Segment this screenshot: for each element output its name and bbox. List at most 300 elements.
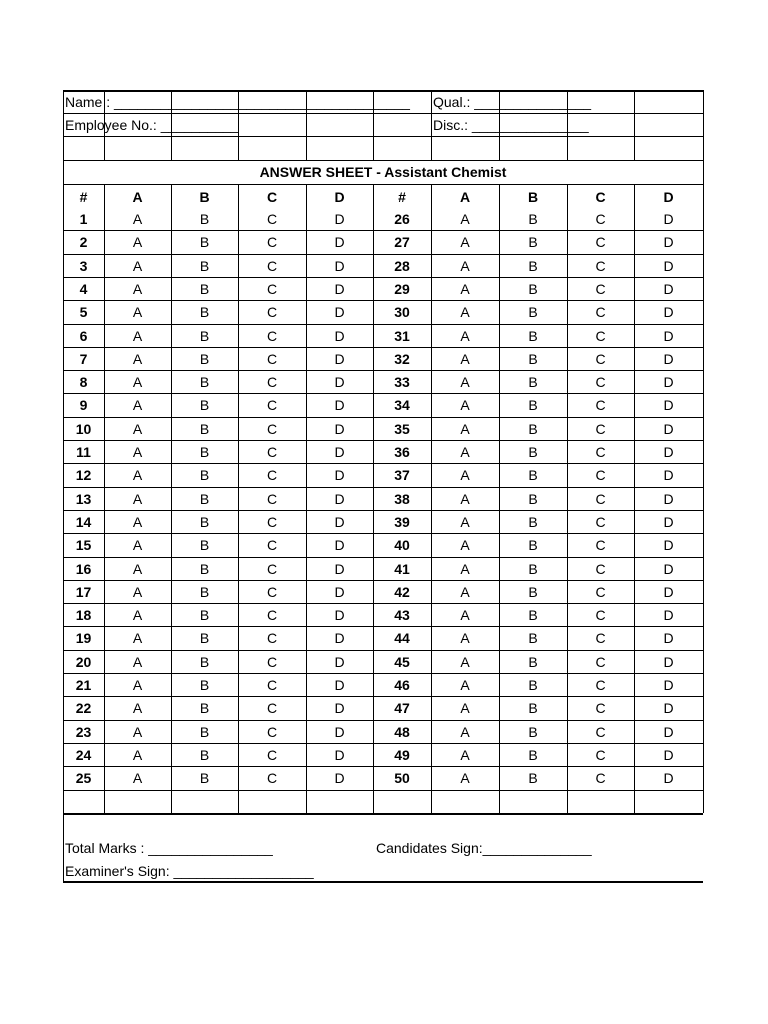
question-number: 42 (394, 583, 410, 600)
answer-option[interactable]: C (266, 746, 278, 763)
answer-option[interactable]: A (460, 304, 470, 321)
answer-option[interactable]: A (132, 374, 143, 391)
answer-option[interactable]: B (528, 234, 538, 251)
answer-option[interactable]: C (595, 513, 606, 530)
answer-option[interactable]: B (528, 327, 538, 344)
question-number: 31 (394, 327, 410, 344)
row-divider (63, 440, 703, 441)
answer-option[interactable]: D (334, 630, 345, 647)
answer-option[interactable]: A (132, 490, 143, 507)
answer-option[interactable]: A (132, 234, 143, 251)
answer-option[interactable]: B (199, 467, 210, 484)
answer-option[interactable]: D (663, 653, 674, 670)
answer-option[interactable]: A (132, 467, 143, 484)
answer-option[interactable]: D (663, 397, 674, 414)
answer-option[interactable]: C (595, 700, 606, 717)
answer-option[interactable]: A (460, 723, 470, 740)
answer-option[interactable]: C (266, 653, 278, 670)
question-number: 34 (394, 397, 410, 414)
column-header: # (79, 188, 88, 205)
answer-option[interactable]: A (132, 677, 143, 693)
answer-option[interactable]: C (266, 700, 278, 717)
answer-option[interactable]: A (460, 211, 470, 227)
answer-option[interactable]: B (199, 583, 210, 600)
question-number: 24 (75, 746, 92, 763)
answer-option[interactable]: B (528, 560, 538, 577)
answer-option[interactable]: C (266, 607, 278, 624)
answer-option[interactable]: B (199, 630, 210, 647)
column-divider (104, 184, 105, 813)
employee-number-field[interactable]: Employee No.: __________ (65, 117, 239, 133)
answer-option[interactable]: D (663, 560, 674, 577)
answer-option[interactable]: A (132, 583, 143, 600)
answer-option[interactable]: B (528, 420, 538, 437)
row-divider (63, 720, 703, 721)
answer-option[interactable]: B (528, 374, 538, 391)
question-number: 7 (79, 350, 88, 367)
answer-option[interactable]: B (528, 350, 538, 367)
row-divider (63, 136, 703, 137)
question-number: 33 (394, 374, 410, 391)
answer-option[interactable]: C (595, 444, 606, 460)
answer-option[interactable]: A (132, 350, 143, 367)
answer-option[interactable]: A (460, 677, 470, 693)
row-divider (63, 603, 703, 604)
answer-option[interactable]: A (460, 350, 470, 367)
answer-option[interactable]: B (528, 304, 538, 321)
column-divider (634, 184, 635, 813)
answer-option[interactable]: D (334, 257, 345, 274)
answer-option[interactable]: B (199, 327, 210, 344)
answer-option[interactable]: C (266, 770, 278, 787)
name-field[interactable]: Name : ______________________________________ (65, 94, 410, 110)
row-divider (63, 113, 703, 114)
column-divider (104, 90, 105, 160)
qual-field[interactable]: Qual.: _______________ (433, 94, 592, 110)
answer-option[interactable]: A (460, 583, 470, 600)
answer-option[interactable]: C (266, 560, 278, 577)
answer-option[interactable]: C (595, 653, 606, 670)
answer-option[interactable]: D (663, 583, 674, 600)
answer-option[interactable]: D (663, 327, 674, 344)
answer-option[interactable]: C (595, 327, 606, 344)
column-divider (306, 90, 307, 160)
question-number: 6 (79, 327, 88, 344)
answer-option[interactable]: C (266, 583, 278, 600)
row-divider (63, 626, 703, 627)
answer-option[interactable]: D (334, 304, 345, 321)
question-number: 18 (75, 607, 92, 624)
answer-option[interactable]: C (595, 257, 606, 274)
answer-option[interactable]: B (199, 211, 210, 227)
answer-option[interactable]: C (266, 420, 278, 437)
answer-option[interactable]: A (132, 257, 143, 274)
column-divider (634, 90, 635, 160)
column-divider (373, 90, 374, 160)
answer-option[interactable]: C (266, 723, 278, 740)
answer-option[interactable]: A (132, 280, 143, 297)
row-divider (63, 650, 703, 651)
question-number: 19 (75, 630, 92, 647)
row-divider (63, 557, 703, 558)
answer-option[interactable]: B (199, 444, 210, 460)
answer-option[interactable]: B (528, 257, 538, 274)
answer-option[interactable]: B (199, 560, 210, 577)
answer-option[interactable]: D (334, 490, 345, 507)
question-number: 40 (394, 537, 410, 554)
row-divider (63, 277, 703, 278)
answer-option[interactable]: D (663, 700, 674, 717)
answer-option[interactable]: B (528, 630, 538, 647)
answer-option[interactable]: C (266, 397, 278, 414)
answer-option[interactable]: D (334, 280, 345, 297)
answer-option[interactable]: B (528, 513, 538, 530)
answer-option[interactable]: A (460, 607, 470, 624)
answer-option[interactable]: C (266, 513, 278, 530)
row-divider (63, 743, 703, 744)
answer-option[interactable]: D (334, 677, 345, 693)
question-number: 37 (394, 467, 410, 484)
answer-option[interactable]: A (460, 327, 470, 344)
answer-option[interactable]: C (266, 467, 278, 484)
question-number: 36 (394, 444, 410, 460)
row-divider (63, 347, 703, 348)
answer-option[interactable]: B (528, 211, 538, 227)
answer-option[interactable]: D (663, 770, 674, 787)
row-divider (63, 254, 703, 255)
answer-option[interactable]: A (460, 444, 470, 460)
row-divider (63, 580, 703, 581)
question-number: 11 (76, 444, 91, 460)
row-divider (63, 533, 703, 534)
top-border (63, 90, 703, 92)
answer-option[interactable]: B (528, 444, 538, 460)
question-number: 5 (79, 304, 88, 321)
answer-option[interactable]: A (460, 560, 470, 577)
question-number: 9 (79, 397, 88, 414)
answer-option[interactable]: A (132, 420, 143, 437)
answer-option[interactable]: D (334, 583, 345, 600)
question-number: 29 (394, 280, 410, 297)
answer-option[interactable]: A (460, 513, 470, 530)
answer-option[interactable]: D (663, 467, 674, 484)
answer-option[interactable]: C (595, 630, 606, 647)
answer-option[interactable]: B (199, 700, 210, 717)
row-divider (63, 184, 703, 185)
row-divider (63, 790, 703, 791)
answer-option[interactable]: C (595, 350, 606, 367)
answer-option[interactable]: D (334, 234, 345, 251)
question-number: 39 (394, 513, 410, 530)
answer-option[interactable]: C (595, 467, 606, 484)
answer-option[interactable]: B (528, 280, 538, 297)
question-number: 35 (394, 420, 410, 437)
answer-option[interactable]: C (595, 397, 606, 414)
answer-option[interactable]: D (663, 490, 674, 507)
answer-option[interactable]: A (460, 420, 470, 437)
answer-option[interactable]: A (132, 444, 143, 460)
answer-option[interactable]: B (199, 280, 210, 297)
question-number: 15 (75, 537, 92, 554)
answer-option[interactable]: D (334, 700, 345, 717)
answer-option[interactable]: A (132, 700, 143, 717)
answer-option[interactable]: A (132, 397, 143, 414)
column-header: B (527, 188, 539, 205)
answer-option[interactable]: A (132, 653, 143, 670)
answer-option[interactable]: B (199, 304, 210, 321)
answer-option[interactable]: B (199, 397, 210, 414)
answer-option[interactable]: B (528, 397, 538, 414)
answer-option[interactable]: D (334, 513, 345, 530)
answer-option[interactable]: B (199, 677, 210, 693)
answer-option[interactable]: D (334, 607, 345, 624)
answer-option[interactable]: C (266, 374, 278, 391)
answer-option[interactable]: D (334, 444, 345, 460)
answer-option[interactable]: B (199, 350, 210, 367)
row-divider (63, 393, 703, 394)
question-number: 32 (394, 350, 410, 367)
question-number: 4 (79, 280, 88, 297)
answer-option[interactable]: D (334, 723, 345, 740)
answer-option[interactable]: D (334, 327, 345, 344)
question-number: 17 (75, 583, 92, 600)
answer-option[interactable]: D (334, 420, 345, 437)
answer-option[interactable]: D (663, 234, 674, 251)
answer-option[interactable]: A (460, 630, 470, 647)
row-divider (63, 510, 703, 511)
bottom-border (63, 881, 703, 883)
question-number: 1 (79, 211, 88, 227)
question-number: 8 (79, 374, 88, 391)
answer-option[interactable]: D (334, 653, 345, 670)
answer-option[interactable]: A (132, 630, 143, 647)
answer-option[interactable]: D (663, 304, 674, 321)
answer-option[interactable]: C (266, 257, 278, 274)
answer-option[interactable]: D (334, 374, 345, 391)
question-number: 49 (394, 746, 410, 763)
answer-option[interactable]: B (199, 770, 210, 787)
answer-option[interactable]: A (460, 280, 470, 297)
column-divider (499, 90, 500, 160)
answer-option[interactable]: B (528, 607, 538, 624)
row-divider (63, 370, 703, 371)
answer-option[interactable]: D (334, 467, 345, 484)
answer-option[interactable]: C (266, 327, 278, 344)
question-number: 26 (394, 211, 410, 227)
answer-option[interactable]: D (663, 537, 674, 554)
column-header: # (398, 188, 406, 205)
question-number: 10 (75, 420, 92, 437)
answer-option[interactable]: D (663, 513, 674, 530)
answer-option[interactable]: D (663, 350, 674, 367)
column-header: A (459, 188, 471, 205)
column-divider (171, 90, 172, 160)
answer-option[interactable]: D (663, 444, 674, 460)
answer-option[interactable]: D (334, 350, 345, 367)
answer-option[interactable]: A (132, 304, 143, 321)
column-header: C (266, 188, 278, 205)
answer-option[interactable]: C (595, 280, 606, 297)
column-divider (238, 184, 239, 813)
answer-option[interactable]: A (132, 211, 143, 227)
answer-option[interactable]: B (199, 723, 210, 740)
answer-option[interactable]: C (595, 677, 606, 693)
disc-field[interactable]: Disc.: _______________ (433, 117, 589, 133)
column-divider (306, 184, 307, 813)
answer-option[interactable]: A (132, 746, 143, 763)
answer-option[interactable]: B (528, 677, 538, 693)
answer-option[interactable]: D (334, 746, 345, 763)
answer-option[interactable]: B (528, 723, 538, 740)
question-number: 27 (394, 234, 410, 251)
answer-option[interactable]: B (199, 607, 210, 624)
answer-option[interactable]: A (132, 327, 143, 344)
answer-option[interactable]: B (199, 234, 210, 251)
answer-option[interactable]: D (663, 374, 674, 391)
answer-option[interactable]: A (460, 746, 470, 763)
answer-option[interactable]: A (460, 374, 470, 391)
row-divider (63, 463, 703, 464)
answer-option[interactable]: B (199, 653, 210, 670)
row-divider (63, 487, 703, 488)
answer-option[interactable]: B (528, 490, 538, 507)
answer-option[interactable]: A (132, 560, 143, 577)
answer-option[interactable]: C (266, 630, 278, 647)
answer-option[interactable]: D (663, 630, 674, 647)
answer-option[interactable]: C (595, 560, 606, 577)
answer-option[interactable]: D (663, 280, 674, 297)
answer-option[interactable]: C (595, 490, 606, 507)
answer-option[interactable]: A (132, 723, 143, 740)
answer-option[interactable]: B (528, 653, 538, 670)
answer-option[interactable]: D (334, 397, 345, 414)
row-divider (63, 417, 703, 418)
answer-option[interactable]: C (595, 420, 606, 437)
answer-option[interactable]: D (334, 560, 345, 577)
answer-option[interactable]: B (528, 746, 538, 763)
answer-option[interactable]: B (199, 420, 210, 437)
examiners-sign-field[interactable]: Examiner's Sign: __________________ (65, 863, 314, 879)
column-divider (499, 184, 500, 813)
answer-option[interactable]: D (663, 723, 674, 740)
question-number: 23 (75, 723, 92, 740)
answer-option[interactable]: B (199, 513, 210, 530)
column-divider (238, 90, 239, 160)
total-marks-field[interactable]: Total Marks : ________________ (65, 840, 273, 856)
answer-option[interactable]: D (663, 746, 674, 763)
question-number: 41 (394, 560, 410, 577)
answer-option[interactable]: A (132, 607, 143, 624)
answer-option[interactable]: D (663, 677, 674, 693)
answer-option[interactable]: B (199, 490, 210, 507)
sheet-title: ANSWER SHEET - Assistant Chemist (259, 164, 507, 180)
answer-option[interactable]: C (595, 723, 606, 740)
column-divider (567, 184, 568, 813)
answer-option[interactable]: C (266, 234, 278, 251)
column-divider (431, 90, 432, 160)
question-number: 48 (394, 723, 410, 740)
row-divider (63, 696, 703, 697)
answer-option[interactable]: B (199, 374, 210, 391)
candidates-sign-field[interactable]: Candidates Sign:______________ (376, 840, 592, 856)
question-number: 13 (75, 490, 92, 507)
answer-option[interactable]: C (266, 304, 278, 321)
answer-option[interactable]: A (132, 513, 143, 530)
answer-option[interactable]: C (266, 444, 278, 460)
column-divider (431, 184, 432, 813)
answer-option[interactable]: C (266, 280, 278, 297)
answer-option[interactable]: A (460, 467, 470, 484)
answer-option[interactable]: C (266, 677, 278, 693)
answer-option[interactable]: B (199, 746, 210, 763)
answer-option[interactable]: A (460, 537, 470, 554)
answer-option[interactable]: A (460, 770, 470, 787)
question-number: 45 (394, 653, 410, 670)
answer-option[interactable]: C (266, 490, 278, 507)
answer-option[interactable]: C (266, 537, 278, 554)
answer-option[interactable]: D (663, 607, 674, 624)
answer-option[interactable]: B (528, 700, 538, 717)
answer-option[interactable]: B (528, 537, 538, 554)
answer-option[interactable]: C (595, 583, 606, 600)
answer-option[interactable]: B (528, 467, 538, 484)
row-divider (63, 160, 703, 161)
answer-option[interactable]: C (266, 211, 278, 227)
answer-option[interactable]: D (663, 257, 674, 274)
answer-option[interactable]: A (460, 490, 470, 507)
answer-option[interactable]: B (528, 583, 538, 600)
answer-option[interactable]: C (595, 607, 606, 624)
column-divider (171, 184, 172, 813)
column-divider (567, 90, 568, 160)
answer-option[interactable]: A (132, 537, 143, 554)
answer-option[interactable]: D (663, 211, 674, 227)
answer-option[interactable]: C (595, 304, 606, 321)
answer-option[interactable]: B (199, 257, 210, 274)
answer-option[interactable]: C (595, 374, 606, 391)
answer-option[interactable]: D (334, 770, 345, 787)
row-divider (63, 766, 703, 767)
left-border (63, 90, 64, 882)
table-bottom-border (63, 813, 703, 815)
answer-option[interactable]: D (663, 420, 674, 437)
question-number: 3 (79, 257, 88, 274)
answer-option[interactable]: A (460, 397, 470, 414)
answer-option[interactable]: B (199, 537, 210, 554)
answer-option[interactable]: D (334, 211, 345, 227)
answer-option[interactable]: C (595, 770, 606, 787)
question-number: 50 (394, 770, 410, 787)
answer-option[interactable]: C (595, 537, 606, 554)
answer-option[interactable]: A (460, 257, 470, 274)
answer-option[interactable]: D (334, 537, 345, 554)
row-divider (63, 230, 703, 231)
column-header: B (199, 188, 210, 205)
answer-option[interactable]: C (595, 746, 606, 763)
question-number: 21 (75, 677, 92, 693)
answer-option[interactable]: C (595, 234, 606, 251)
question-number: 20 (75, 653, 92, 670)
question-number: 38 (394, 490, 410, 507)
answer-option[interactable]: C (595, 211, 606, 227)
answer-option[interactable]: B (528, 770, 538, 787)
answer-option[interactable]: A (132, 770, 143, 787)
answer-option[interactable]: A (460, 700, 470, 717)
answer-option[interactable]: A (460, 653, 470, 670)
answer-option[interactable]: A (460, 234, 470, 251)
answer-option[interactable]: C (266, 350, 278, 367)
question-number: 46 (394, 677, 410, 693)
